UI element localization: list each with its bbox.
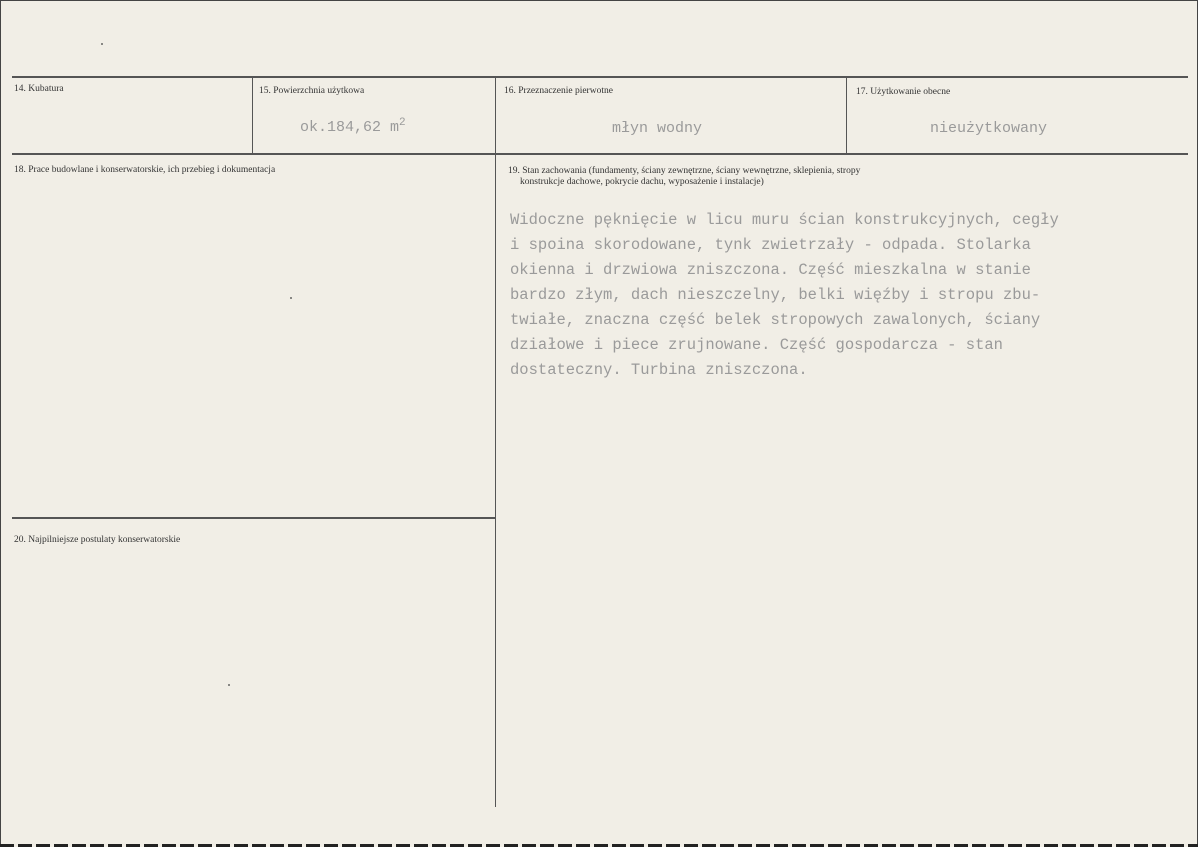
field-15-label: 15. Powierzchnia użytkowa: [259, 86, 365, 96]
usable-area-value: ok.184,62 m: [300, 119, 400, 136]
row-separator-rule: [12, 153, 1188, 155]
condition-line: i spoina skorodowane, tynk zwietrzały - odpada. Stolarka: [510, 236, 1031, 254]
divider-16-17: [846, 78, 847, 154]
field-16-label: 16. Przeznaczenie pierwotne: [504, 86, 613, 96]
field-17-label: 17. Użytkowanie obecne: [856, 87, 951, 97]
condition-description: [510, 208, 1059, 383]
divider-left-right: [495, 155, 496, 807]
field-14-label: 14. Kubatura: [14, 84, 64, 94]
field-15-value: [300, 117, 406, 136]
condition-line: bardzo złym, dach nieszczelny, belki więźby i stropu zbu-: [510, 286, 1041, 304]
paper-speck: [290, 297, 292, 299]
field-17-value: nieużytkowany: [930, 120, 1048, 137]
field-19-label-line1: 19. Stan zachowania (fundamenty, ściany zewnętrzne, ściany wewnętrzne, sklepienia, stropy: [508, 166, 861, 176]
field-18-label: 18. Prace budowlane i konserwatorskie, ich przebieg i dokumentacja: [14, 165, 276, 175]
field-16-value: młyn wodny: [612, 120, 703, 137]
field-20-label: 20. Najpilniejsze postulaty konserwatorskie: [14, 535, 181, 545]
divider-14-15: [252, 78, 253, 154]
paper-speck: [101, 43, 103, 45]
condition-line: działowe i piece zrujnowane. Część gospodarcza - stan: [510, 336, 1003, 354]
condition-line: dostateczny. Turbina zniszczona.: [510, 361, 808, 379]
area-unit-exponent: 2: [399, 117, 406, 129]
section-20-rule: [12, 517, 495, 519]
condition-line: okienna i drzwiowa zniszczona. Część mieszkalna w stanie: [510, 261, 1031, 279]
paper-speck: [228, 684, 230, 686]
divider-15-16: [495, 78, 496, 154]
field-19-label: [508, 166, 860, 188]
field-19-label-line2: konstrukcje dachowe, pokrycie dachu, wyposażenie i instalacje): [520, 177, 764, 187]
condition-line: Widoczne pęknięcie w licu muru ścian konstrukcyjnych, cegły: [510, 211, 1059, 229]
condition-line: twiałe, znaczna część belek stropowych zawalonych, ściany: [510, 311, 1041, 329]
top-rule: [12, 76, 1188, 78]
